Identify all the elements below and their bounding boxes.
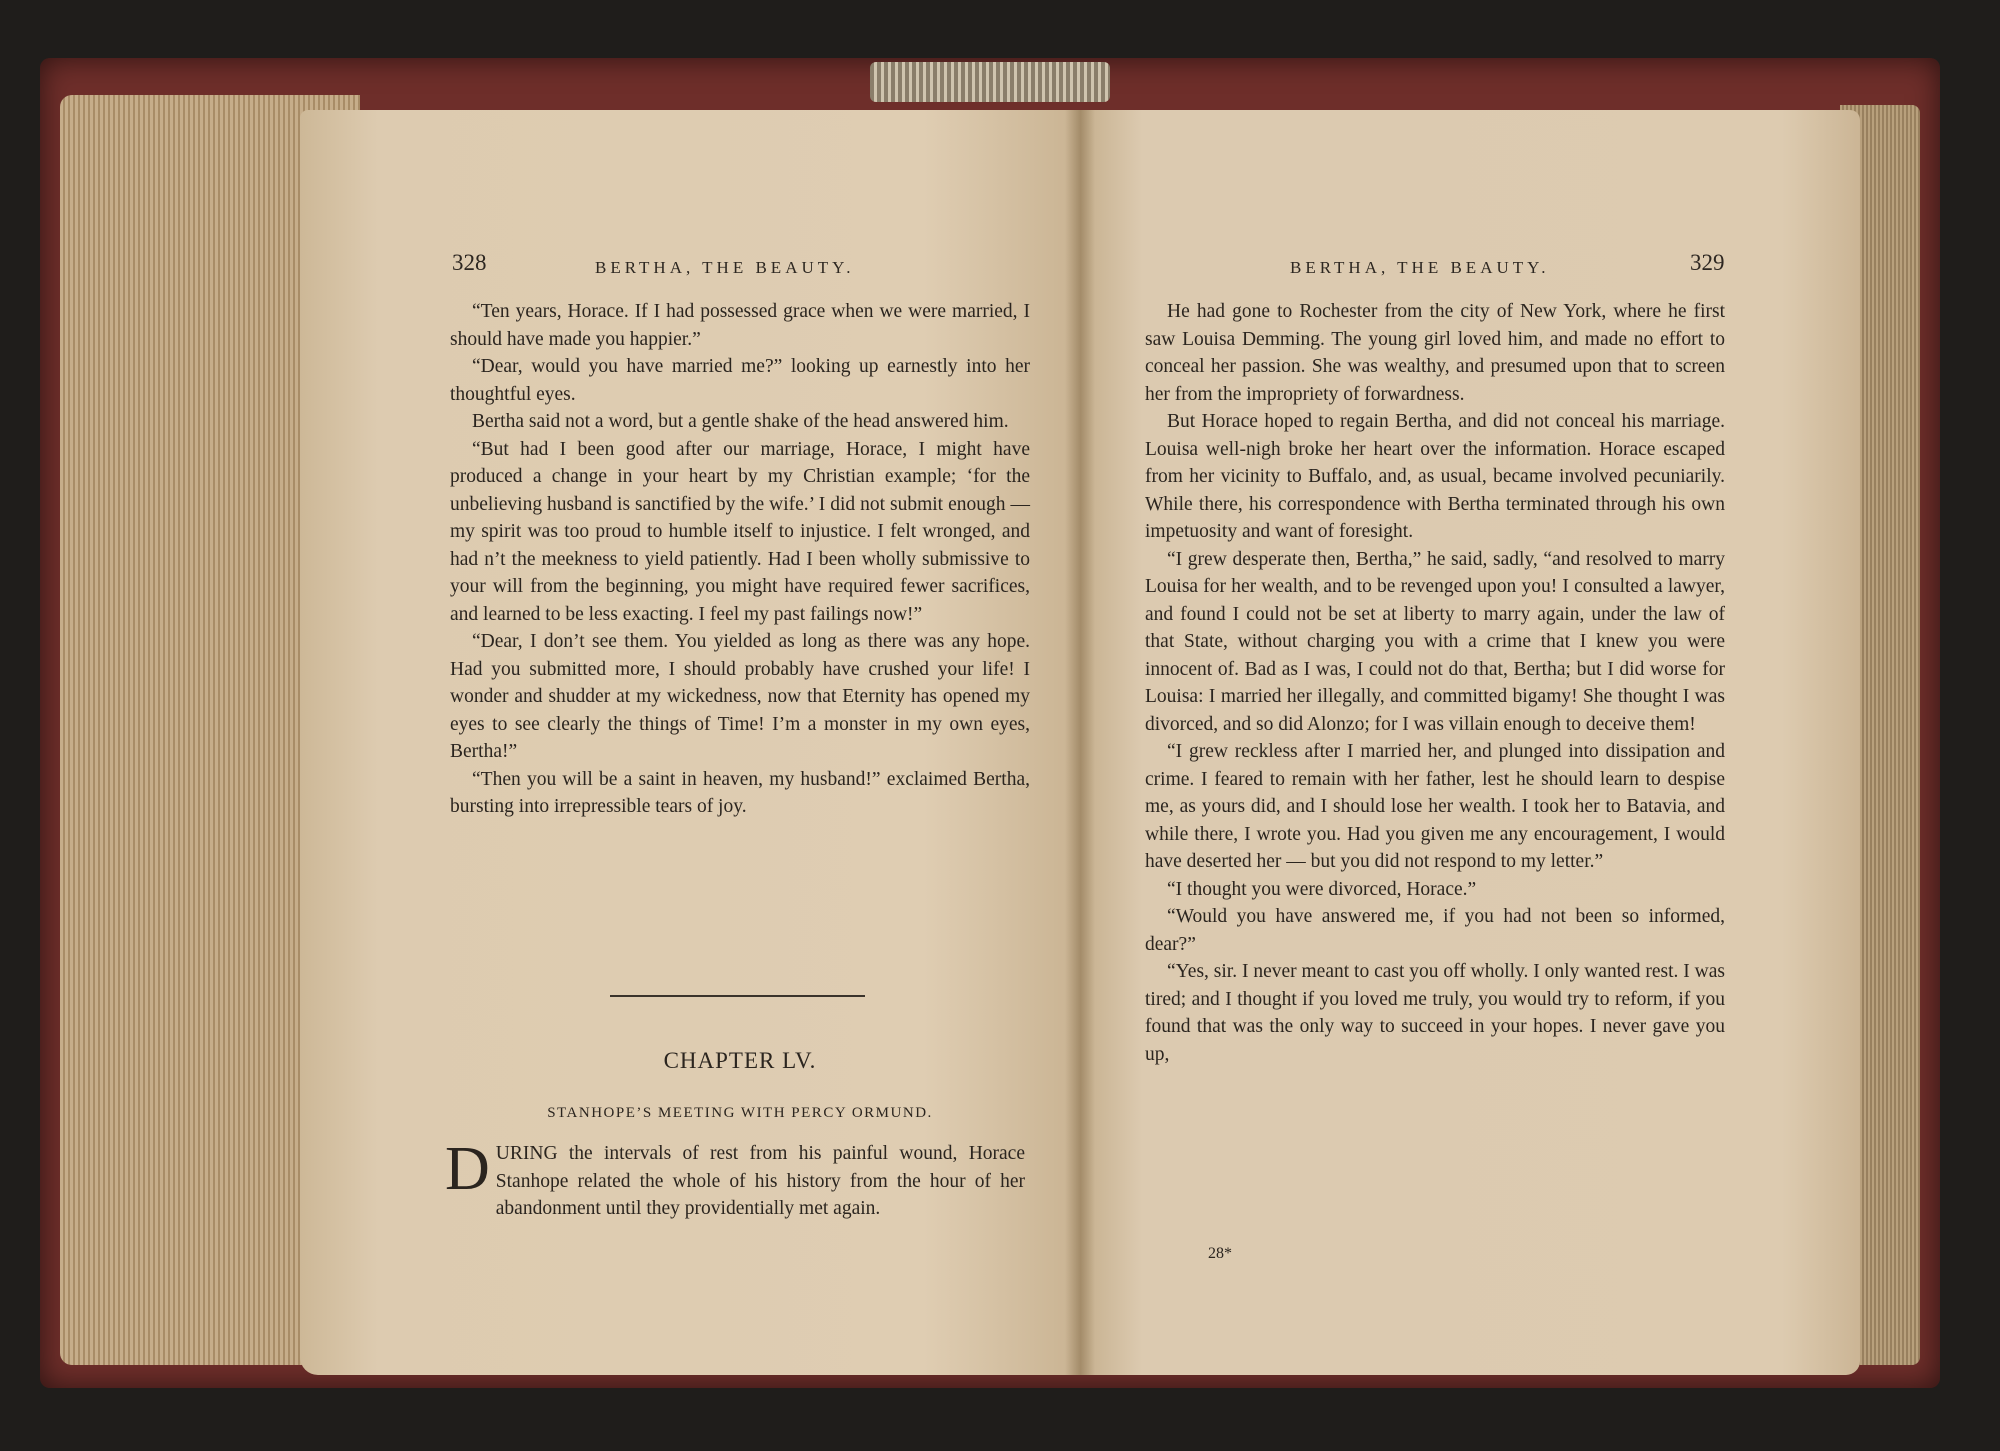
right-page-body (1145, 298, 1725, 1068)
chapter-opening-paragraph (445, 1135, 1025, 1223)
paragraph: “I thought you were divorced, Horace.” (1167, 878, 1477, 900)
paragraph: He had gone to Rochester from the city of New York, where he first saw Louisa Demming. The young girl loved him, and made no effort to conceal her passion. She was wealthy, and presumed upon that to screen her from the impropriety of forwardness. (1145, 301, 1725, 405)
paragraph: “Yes, sir. I never meant to cast you off wholly. I only wanted rest. I was tired; and I thought if you loved me truly, you would try to reform, if you found that was the only way to succeed in your hopes. I never gave you up, (1145, 961, 1725, 1065)
signature-mark: 28* (1208, 1245, 1232, 1262)
paragraph: Bertha said not a word, but a gentle shake of the head answered him. (472, 411, 1009, 432)
spine-binding (870, 62, 1110, 102)
paragraph: “I grew reckless after I married her, and plunged into dissipation and crime. I feared to remain with her father, lest he should learn to despise me, as yours did, and I should lose her wealth. I took her to Batavia, and while there, I wrote you. Had you given me any encouragement, I would have deserted her — but you did not respond to my letter.” (1145, 741, 1725, 872)
right-page-number: 329 (1690, 250, 1725, 275)
chapter-opening (445, 1135, 1025, 1223)
left-page-number: 328 (452, 250, 487, 275)
paragraph: “I grew desperate then, Bertha,” he said, sadly, “and resolved to marry Louisa for her wealth, and to be revenged upon you! I consulted a lawyer, and found I could not be set at liberty to marry again, under the law of that State, without charging you with a crime that I knew you were innocent of. Bad as I was, I could not do that, Bertha; but I did worse for Louisa: I married her illegally, and committed bigamy! She thought I was divorced, and so did Alonzo; for I was villain enough to deceive them! (1145, 548, 1725, 735)
left-page-body (450, 298, 1030, 821)
book-gutter (1065, 110, 1095, 1375)
right-running-head: BERTHA, THE BEAUTY. (1290, 258, 1550, 277)
paragraph: “Ten years, Horace. If I had possessed grace when we were married, I should have made you happier.” (450, 301, 1030, 350)
paragraph: “Would you have answered me, if you had not been so informed, dear?” (1145, 906, 1725, 955)
paragraph: “Then you will be a saint in heaven, my husband!” exclaimed Bertha, bursting into irrepressible tears of joy. (450, 768, 1030, 817)
chapter-subtitle: STANHOPE’S MEETING WITH PERCY ORMUND. (547, 1105, 933, 1121)
paragraph: “Dear, I don’t see them. You yielded as long as there was any hope. Had you submitted more, I should probably have crushed your life! I wonder and shudder at my wickedness, now that Eternity has opened my eyes to see clearly the things of Time! I’m a monster in my own eyes, Bertha!” (450, 631, 1030, 762)
drop-cap: D (445, 1135, 490, 1203)
paragraph: But Horace hoped to regain Bertha, and did not conceal his marriage. Louisa well-nigh broke her heart over the information. Horace escaped from her vicinity to Buffalo, and, as usual, became involved pecuniarily. While there, his correspondence with Bertha terminated through his own impetuosity and want of foresight. (1145, 411, 1725, 542)
chapter-title: CHAPTER LV. (663, 1048, 817, 1073)
chapter-opening-text: URING the intervals of rest from his painful wound, Horace Stanhope related the whole of his history from the hour of her abandonment until they providentially met again. (495, 1143, 1025, 1219)
paragraph: “But had I been good after our marriage, Horace, I might have produced a change in your heart by my Christian example; ‘for the unbelieving husband is sanctified by the wife.’ I did not submit enough — my spirit was too proud to humble itself to injustice. I felt wronged, and had n’t the meekness to yield patiently. Had I been wholly submissive to your will from the beginning, you might have required fewer sacrifices, and learned to be less exacting. I feel my past failings now!” (450, 438, 1030, 625)
left-running-head: BERTHA, THE BEAUTY. (595, 258, 855, 277)
paragraph: “Dear, would you have married me?” looking up earnestly into her thoughtful eyes. (450, 356, 1030, 405)
chapter-divider-rule (610, 995, 865, 997)
